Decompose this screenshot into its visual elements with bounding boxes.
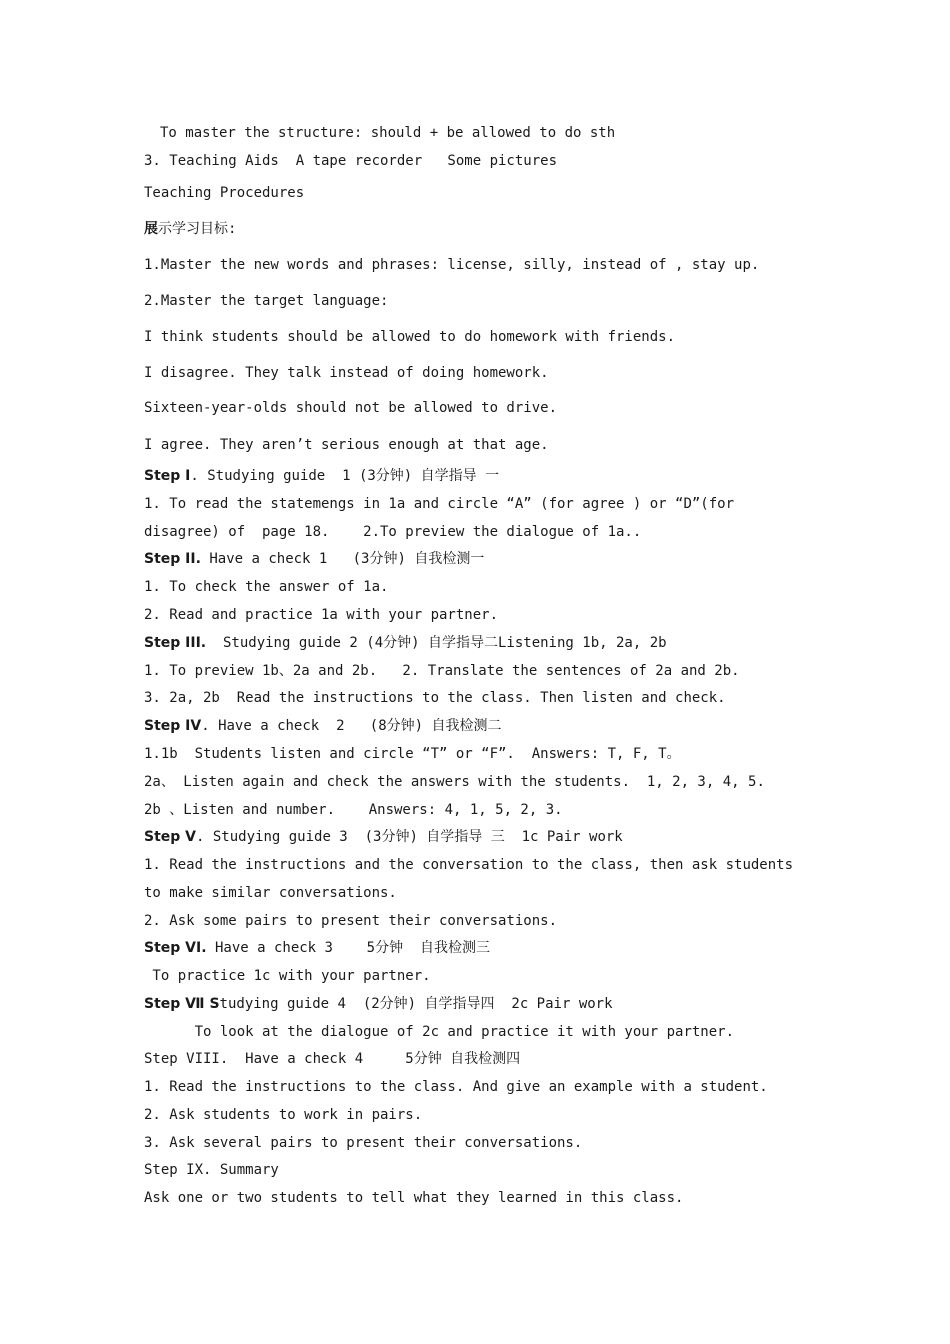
step-1-line-1: 1. To read the statemengs in 1a and circle “A” (for agree ) or “D”(for bbox=[144, 496, 735, 512]
step-8-heading: Step VIII. Have a check 4 5分钟 自我检测四 bbox=[144, 1051, 521, 1067]
step-5-heading bbox=[144, 827, 623, 847]
step-6-label: Step VI. bbox=[144, 940, 207, 956]
step-9-heading: Step IX. Summary bbox=[144, 1162, 279, 1178]
step-1-heading bbox=[144, 466, 499, 486]
step-2-line-1: 1. To check the answer of 1a. bbox=[144, 579, 389, 595]
step-5-title: . Studying guide 3 (3分钟) 自学指导 三 1c Pair work bbox=[196, 829, 623, 845]
step-4-heading bbox=[144, 716, 502, 736]
step-1-line-2: disagree) of page 18. 2.To preview the dialogue of 1a.. bbox=[144, 524, 642, 540]
step-8-line-3: 3. Ask several pairs to present their conversations. bbox=[144, 1135, 583, 1151]
step-1-label: Step I bbox=[144, 468, 191, 484]
step-8-line-1: 1. Read the instructions to the class. And give an example with a student. bbox=[144, 1079, 768, 1095]
procedures-title: Teaching Procedures bbox=[144, 185, 305, 201]
step-3-title: Studying guide 2 (4分钟) 自学指导二Listening 1b, 2a, 2b bbox=[206, 635, 667, 651]
step-4-line-3: 2b 、Listen and number. Answers: 4, 1, 5, 2, 3. bbox=[144, 802, 563, 818]
step-5-label: Step V bbox=[144, 829, 197, 845]
step-9-line-1: Ask one or two students to tell what they learned in this class. bbox=[144, 1190, 684, 1206]
step-5-line-2: to make similar conversations. bbox=[144, 885, 397, 901]
step-2-line-2: 2. Read and practice 1a with your partner. bbox=[144, 607, 499, 623]
step-4-line-2: 2a、 Listen again and check the answers with the students. 1, 2, 3, 4, 5. bbox=[144, 774, 765, 790]
step-3-line-1: 1. To preview 1b、2a and 2b. 2. Translate the sentences of 2a and 2b. bbox=[144, 663, 740, 679]
step-6-title: Have a check 3 5分钟 自我检测三 bbox=[206, 940, 490, 956]
step-1-title: . Studying guide 1 (3分钟) 自学指导 一 bbox=[190, 468, 500, 484]
step-2-label: Step II. bbox=[144, 551, 201, 567]
step-2-heading bbox=[144, 549, 484, 569]
step-4-label: Step IV bbox=[144, 718, 202, 734]
step-7-label: Step Ⅶ S bbox=[144, 996, 220, 1012]
step-7-line-1: To look at the dialogue of 2c and practice it with your partner. bbox=[144, 1024, 735, 1040]
teaching-aids: 3. Teaching Aids A tape recorder Some pictures bbox=[144, 153, 558, 169]
step-2-title: Have a check 1 (3分钟) 自我检测一 bbox=[200, 551, 485, 567]
step-6-line-1: To practice 1c with your partner. bbox=[144, 968, 431, 984]
step-5-line-1: 1. Read the instructions and the conversation to the class, then ask students bbox=[144, 857, 794, 873]
step-3-heading bbox=[144, 633, 667, 653]
step-3-line-2: 3. 2a, 2b Read the instructions to the class. Then listen and check. bbox=[144, 690, 726, 706]
example-sentence-2: I disagree. They talk instead of doing homework. bbox=[144, 365, 549, 381]
step-4-line-1: 1.1b Students listen and circle “T” or “F”. Answers: T, F, T。 bbox=[144, 746, 681, 762]
step-6-heading bbox=[144, 938, 490, 958]
objectives-tail: To master the structure: should + be allowed to do sth bbox=[160, 125, 616, 141]
step-7-heading bbox=[144, 994, 613, 1014]
step-8-line-2: 2. Ask students to work in pairs. bbox=[144, 1107, 423, 1123]
goal-2: 2.Master the target language: bbox=[144, 293, 389, 309]
example-sentence-3: Sixteen-year-olds should not be allowed to drive. bbox=[144, 400, 558, 416]
step-7-title: tudying guide 4 (2分钟) 自学指导四 2c Pair work bbox=[219, 996, 613, 1012]
step-4-title: . Have a check 2 (8分钟) 自我检测二 bbox=[201, 718, 502, 734]
goals-heading-bold: 展 bbox=[144, 221, 158, 237]
step-3-label: Step III. bbox=[144, 635, 207, 651]
example-sentence-1: I think students should be allowed to do homework with friends. bbox=[144, 329, 676, 345]
step-5-line-3: 2. Ask some pairs to present their conversations. bbox=[144, 913, 558, 929]
goals-heading bbox=[144, 219, 236, 239]
goals-heading-rest: 示学习目标: bbox=[158, 221, 237, 237]
goal-1: 1.Master the new words and phrases: license, silly, instead of , stay up. bbox=[144, 257, 760, 273]
example-sentence-4: I agree. They aren’t serious enough at that age. bbox=[144, 437, 549, 453]
